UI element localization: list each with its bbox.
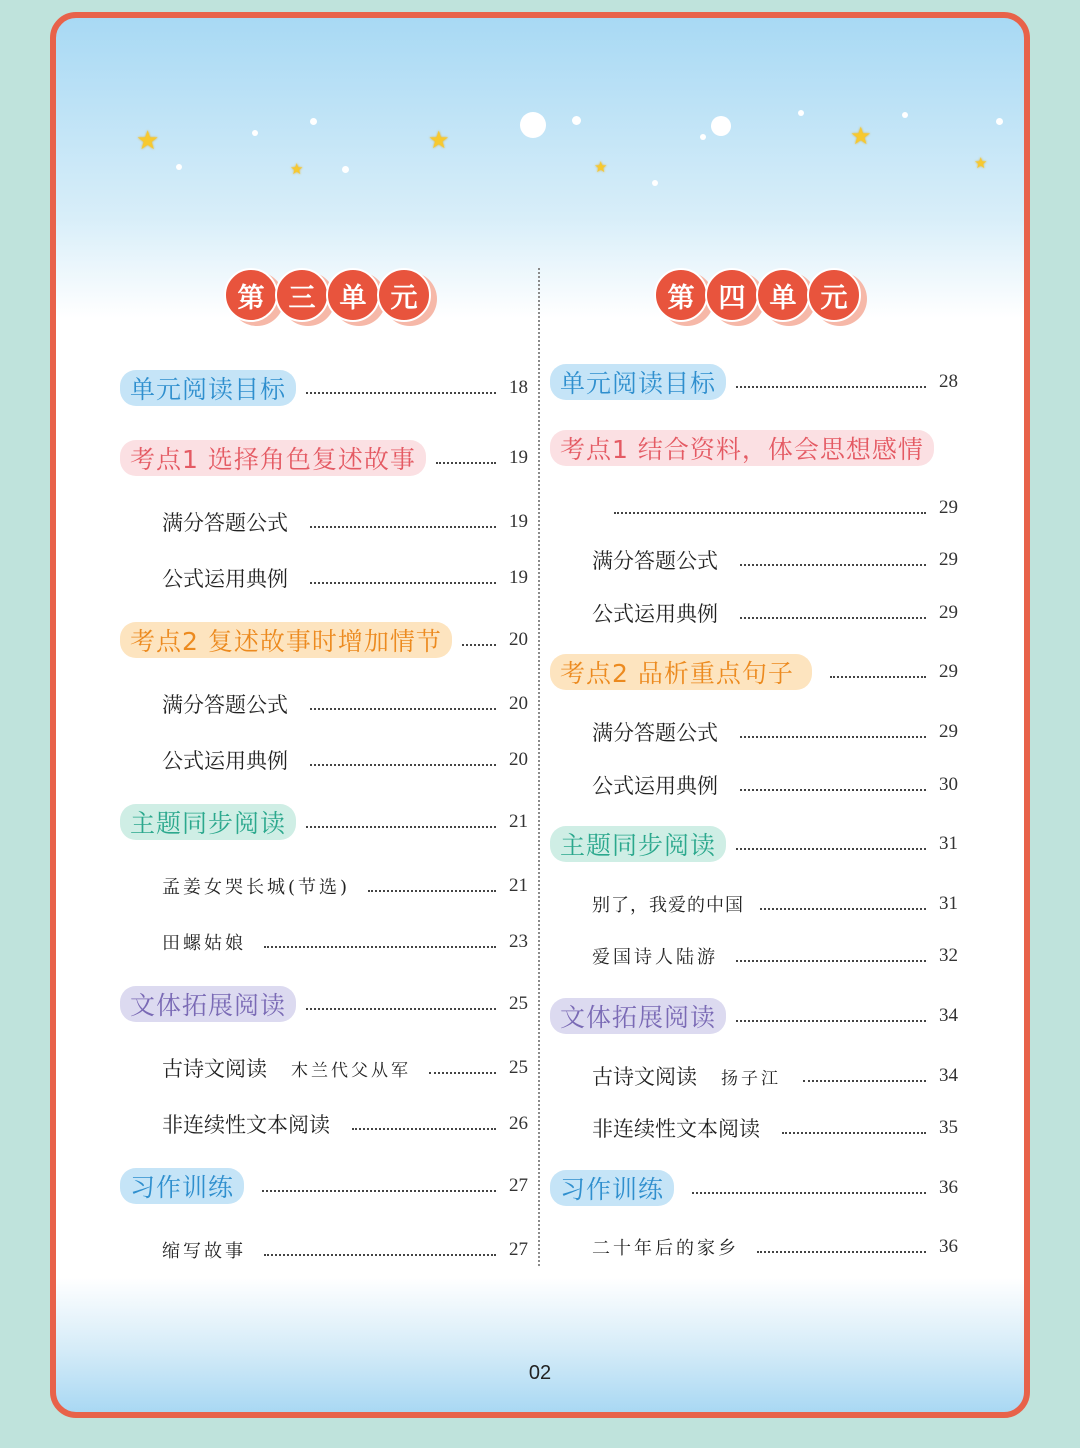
leader-dots: [614, 512, 926, 514]
toc-sub-entry[interactable]: [162, 1048, 528, 1088]
star-icon: ★: [136, 126, 160, 156]
page-ref: 20: [509, 629, 528, 650]
heading-char: 四: [705, 268, 759, 322]
toc-sub-entry[interactable]: [592, 1227, 958, 1267]
toc-sub-entry[interactable]: [162, 558, 528, 598]
toc-entry-kp2[interactable]: [550, 652, 958, 692]
entry-label: 文体拓展阅读: [550, 998, 726, 1034]
toc-entry-genre[interactable]: [120, 984, 528, 1024]
leader-dots: [310, 764, 496, 766]
page-ref: 29: [939, 549, 958, 570]
page-ref: 29: [939, 661, 958, 682]
entry-label: 考点1 选择角色复述故事: [120, 440, 426, 476]
leader-dots: [740, 564, 926, 566]
entry-label: 满分答题公式: [592, 549, 718, 573]
leader-dots: [264, 946, 496, 948]
page-ref: 27: [509, 1239, 528, 1260]
page-ref: 21: [509, 875, 528, 896]
entry-label: 满分答题公式: [162, 511, 288, 535]
toc-entry-theme[interactable]: [120, 802, 528, 842]
toc-entry-goal[interactable]: [550, 362, 958, 402]
leader-dots: [740, 736, 926, 738]
leader-dots: [740, 789, 926, 791]
page-ref: 19: [509, 511, 528, 532]
star-icon: ★: [974, 154, 988, 172]
entry-label: 习作训练: [550, 1170, 674, 1206]
toc-sub-entry[interactable]: [592, 1056, 958, 1096]
toc-sub-entry[interactable]: [162, 922, 528, 962]
leader-dots: [429, 1072, 496, 1074]
toc-entry-genre[interactable]: [550, 996, 958, 1036]
page-ref: 34: [939, 1065, 958, 1086]
entry-label: 公式运用典例: [162, 749, 288, 773]
leader-dots: [736, 1020, 926, 1022]
page-ref: 35: [939, 1117, 958, 1138]
leader-dots: [760, 908, 926, 910]
leader-dots: [368, 890, 496, 892]
entry-label: 单元阅读目标: [120, 370, 296, 406]
toc-entry-kp1-title[interactable]: [550, 428, 958, 468]
unit-three-heading: [224, 268, 434, 328]
toc-sub-entry[interactable]: [162, 866, 528, 906]
star-dot: [252, 130, 258, 136]
entry-label: 公式运用典例: [162, 567, 288, 591]
page-ref: 30: [939, 774, 958, 795]
star-icon: ★: [850, 122, 872, 150]
page-number: 02: [528, 1362, 552, 1384]
leader-dots: [740, 617, 926, 619]
leader-dots: [436, 462, 496, 464]
toc-sub-entry[interactable]: [162, 740, 528, 780]
leader-dots: [782, 1132, 926, 1134]
leader-dots: [310, 582, 496, 584]
entry-label: 古诗文阅读: [162, 1057, 267, 1081]
leader-dots: [462, 644, 496, 646]
leader-dots: [736, 960, 926, 962]
star-dot: [572, 116, 581, 125]
toc-entry-writing[interactable]: [550, 1168, 958, 1208]
page-ref: 31: [939, 833, 958, 854]
page-ref: 20: [509, 749, 528, 770]
moon-dot: [520, 112, 546, 138]
entry-label: 非连续性文本阅读: [592, 1117, 760, 1141]
star-dot: [342, 166, 349, 173]
entry-label: 考点2 品析重点句子: [550, 654, 812, 690]
leader-dots: [310, 526, 496, 528]
entry-subtitle: 扬子江: [721, 1068, 781, 1089]
toc-sub-entry[interactable]: [592, 884, 958, 924]
entry-label: 考点2 复述故事时增加情节: [120, 622, 452, 658]
toc-sub-entry[interactable]: [162, 502, 528, 542]
leader-dots: [692, 1192, 926, 1194]
page-ref: 21: [509, 811, 528, 832]
leader-dots: [264, 1254, 496, 1256]
heading-char: 第: [654, 268, 708, 322]
entry-label: 习作训练: [120, 1168, 244, 1204]
star-dot: [798, 110, 804, 116]
star-dot: [310, 118, 317, 125]
leader-dots: [306, 826, 496, 828]
star-dot: [902, 112, 908, 118]
toc-sub-entry[interactable]: [592, 593, 958, 633]
page-ref: 34: [939, 1005, 958, 1026]
entry-label: 缩写故事: [162, 1241, 246, 1262]
entry-label: 古诗文阅读: [592, 1065, 697, 1089]
page-ref: 29: [939, 602, 958, 623]
entry-label: 公式运用典例: [592, 774, 718, 798]
toc-sub-entry[interactable]: [592, 712, 958, 752]
entry-label: 单元阅读目标: [550, 364, 726, 400]
page-ref: 19: [509, 567, 528, 588]
column-divider: [538, 268, 540, 1266]
heading-char: 三: [275, 268, 329, 322]
toc-sub-entry[interactable]: [592, 936, 958, 976]
entry-label: 非连续性文本阅读: [162, 1113, 330, 1137]
page-ref: 36: [939, 1177, 958, 1198]
entry-label: 主题同步阅读: [120, 804, 296, 840]
moon-dot: [711, 116, 731, 136]
leader-dots: [310, 708, 496, 710]
entry-subtitle: 木兰代父从军: [291, 1060, 411, 1081]
heading-char: 元: [807, 268, 861, 322]
entry-label: 考点1 结合资料，体会思想感情: [550, 430, 934, 466]
star-dot: [176, 164, 182, 170]
entry-label: 二十年后的家乡: [592, 1238, 739, 1259]
toc-sub-entry[interactable]: [162, 1104, 528, 1144]
page-ref: 36: [939, 1236, 958, 1257]
leader-dots: [830, 676, 926, 678]
toc-sub-entry[interactable]: [162, 684, 528, 724]
star-icon: ★: [428, 126, 450, 154]
page-ref: 29: [939, 721, 958, 742]
leader-dots: [736, 848, 926, 850]
page-ref: 27: [509, 1175, 528, 1196]
heading-char: 单: [756, 268, 810, 322]
toc-sub-entry[interactable]: [592, 1108, 958, 1148]
toc-sub-entry[interactable]: [162, 1230, 528, 1270]
leader-dots: [262, 1190, 496, 1192]
page-ref: 23: [509, 931, 528, 952]
entry-label: 孟姜女哭长城(节选): [162, 877, 351, 898]
toc-entry-goal[interactable]: [120, 368, 528, 408]
entry-label: 主题同步阅读: [550, 826, 726, 862]
unit-four-heading: [654, 268, 864, 328]
star-dot: [996, 118, 1003, 125]
page-ref: 19: [509, 447, 528, 468]
page-ref: 29: [939, 497, 958, 518]
toc-entry-kp2[interactable]: [120, 620, 528, 660]
star-icon: ★: [594, 158, 608, 176]
toc-sub-entry[interactable]: [592, 765, 958, 805]
leader-dots: [352, 1128, 496, 1130]
page-ref: 28: [939, 371, 958, 392]
star-dot: [652, 180, 658, 186]
entry-label: 田螺姑娘: [162, 933, 246, 954]
leader-dots: [306, 392, 496, 394]
heading-char: 单: [326, 268, 380, 322]
toc-sub-entry[interactable]: [592, 540, 958, 580]
entry-label: 满分答题公式: [162, 693, 288, 717]
entry-label: 公式运用典例: [592, 602, 718, 626]
leader-dots: [736, 386, 926, 388]
entry-label: 别了，我爱的中国: [592, 895, 744, 916]
entry-label: 爱国诗人陆游: [592, 947, 718, 968]
toc-entry-kp1-leader[interactable]: [604, 488, 958, 528]
page-ref: 20: [509, 693, 528, 714]
page-ref: 26: [509, 1113, 528, 1134]
star-icon: ★: [290, 160, 304, 178]
page-ref: 18: [509, 377, 528, 398]
page-ref: 32: [939, 945, 958, 966]
toc-entry-kp1[interactable]: [120, 438, 528, 478]
leader-dots: [306, 1008, 496, 1010]
page-ref: 31: [939, 893, 958, 914]
leader-dots: [757, 1251, 926, 1253]
page-ref: 25: [509, 993, 528, 1014]
leader-dots: [803, 1080, 926, 1082]
star-dot: [700, 134, 706, 140]
toc-entry-writing[interactable]: [120, 1166, 528, 1206]
heading-char: 第: [224, 268, 278, 322]
entry-label: 满分答题公式: [592, 721, 718, 745]
page-ref: 25: [509, 1057, 528, 1078]
toc-entry-theme[interactable]: [550, 824, 958, 864]
entry-label: 文体拓展阅读: [120, 986, 296, 1022]
heading-char: 元: [377, 268, 431, 322]
